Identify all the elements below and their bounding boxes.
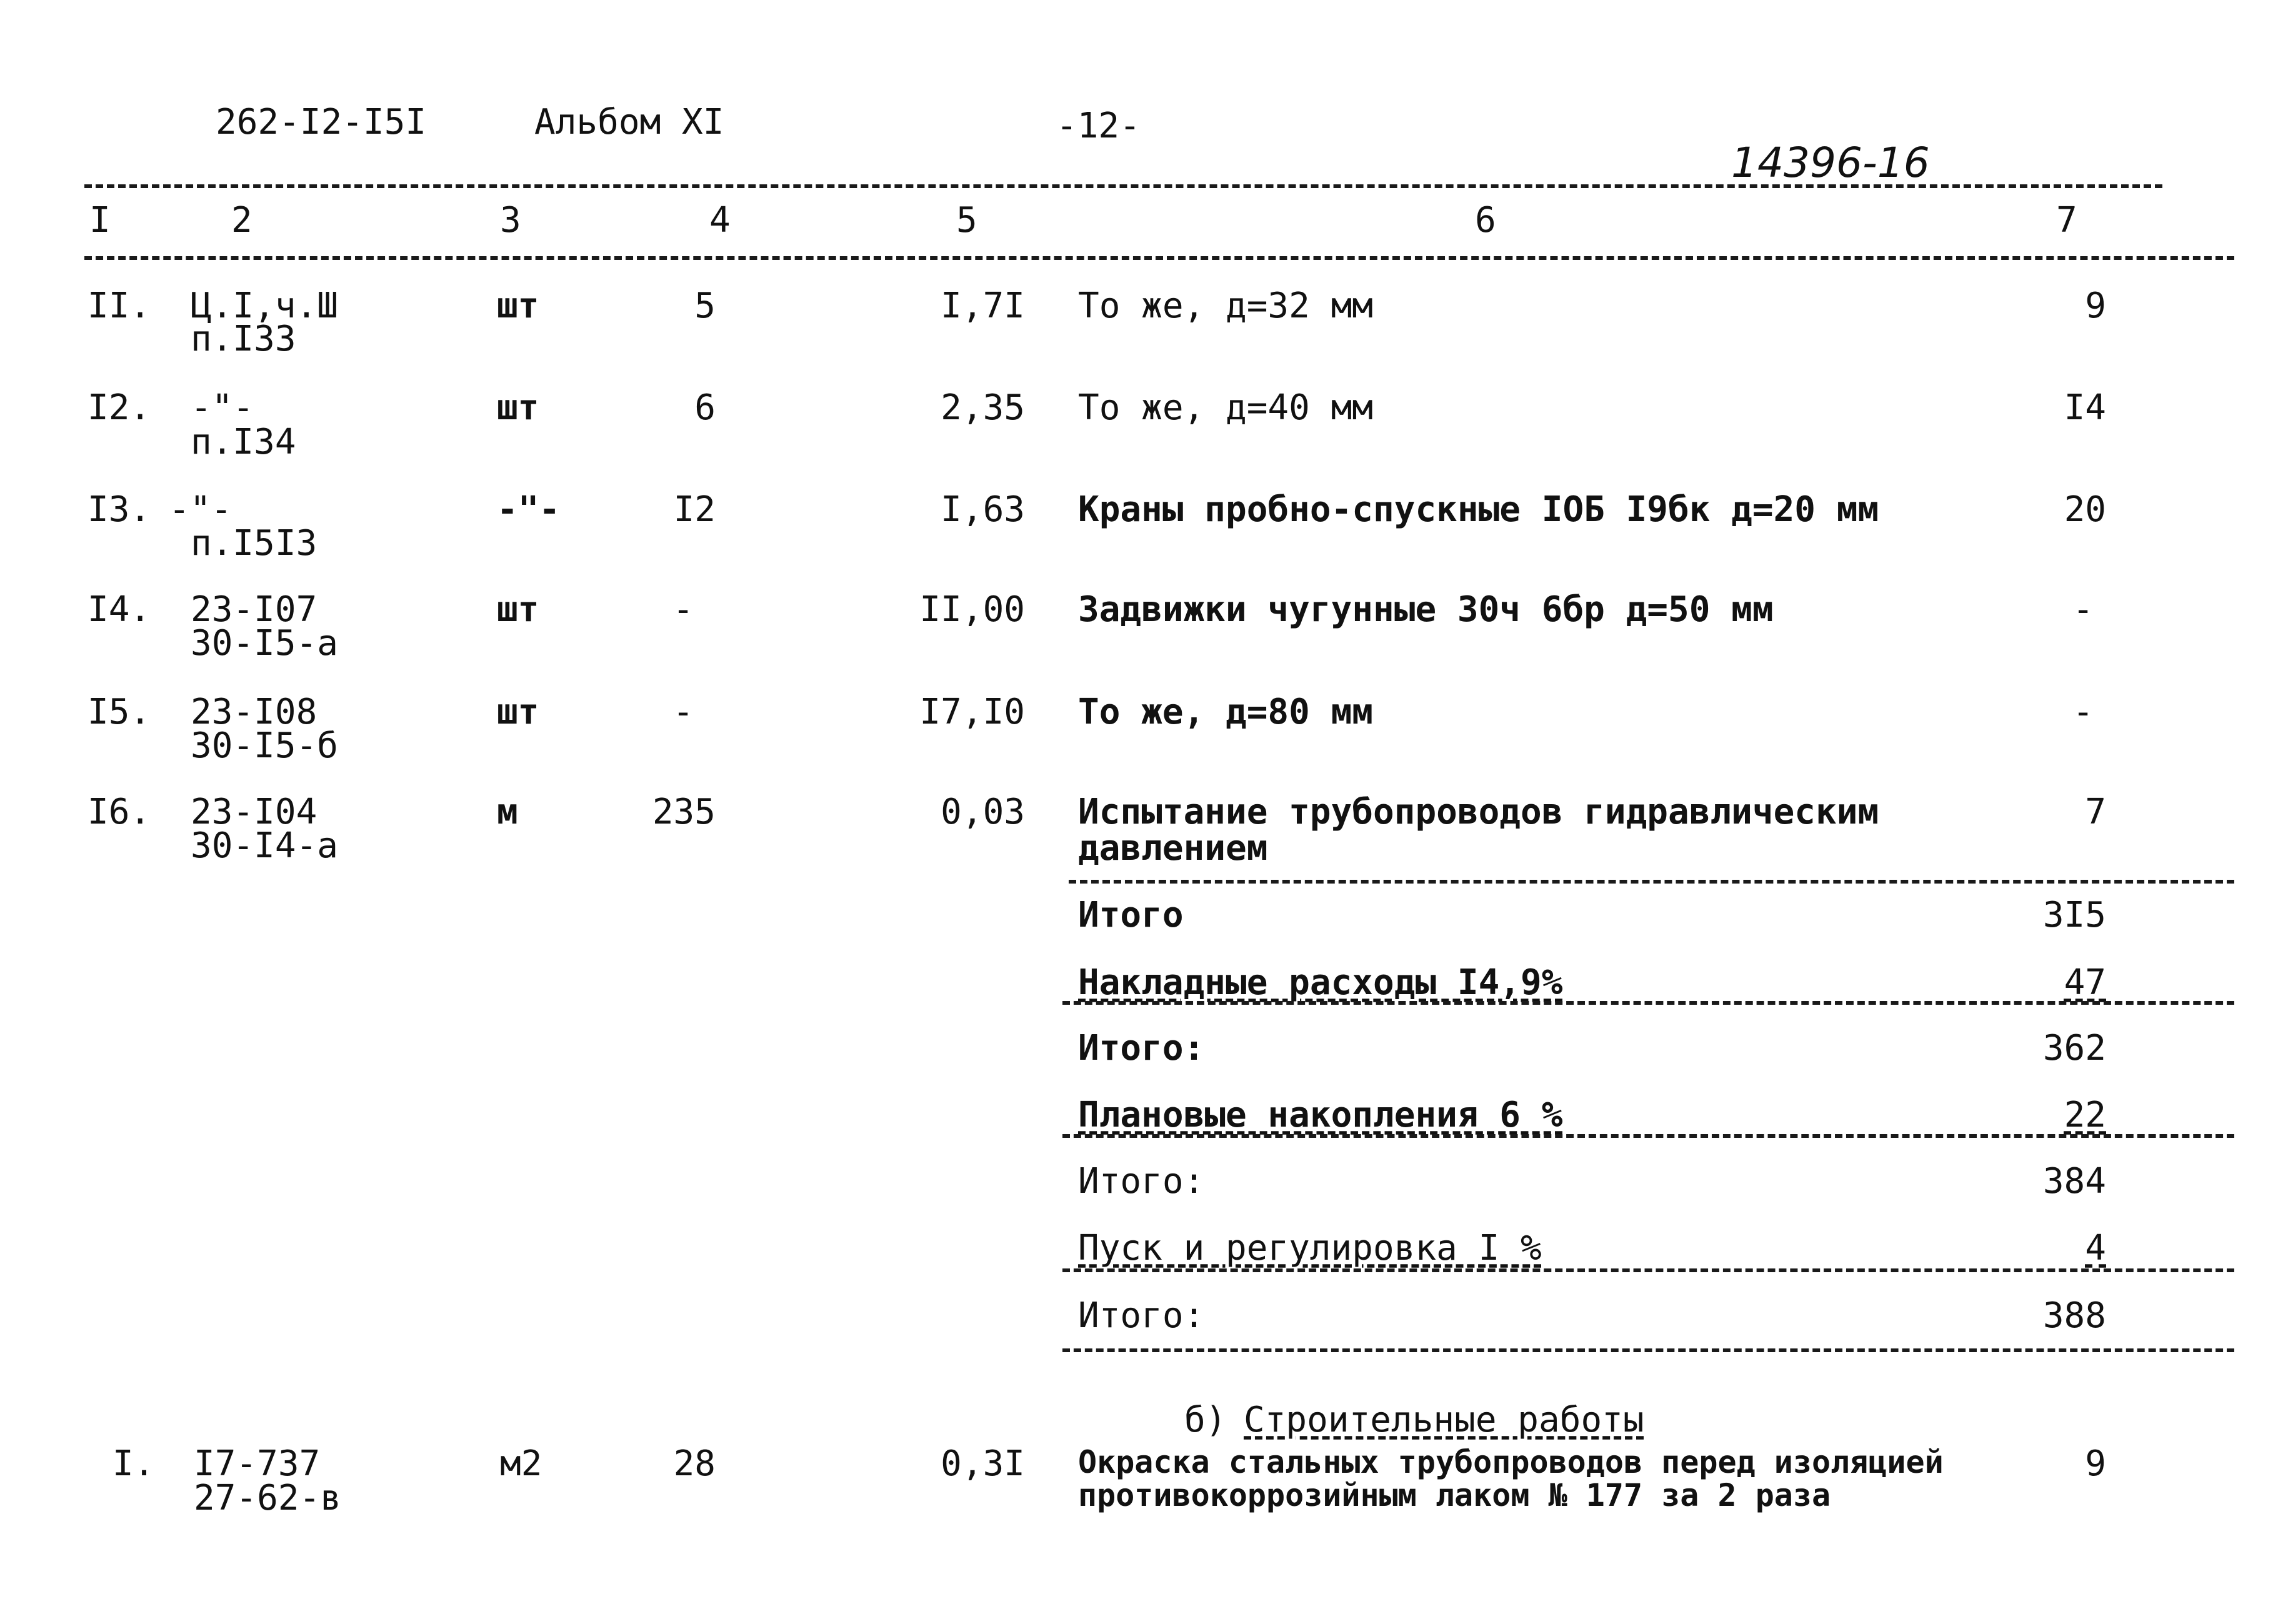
row-total: 9 [2085, 1443, 2106, 1484]
row-reference-item: п.I5I3 [191, 523, 317, 564]
summary-value: 22 [2064, 1095, 2106, 1135]
document-code: 262-I2-I5I [216, 102, 427, 142]
row-unit: шт [497, 692, 539, 732]
row-reference: 23-I04 [191, 792, 317, 832]
row-number: I3. [87, 489, 151, 530]
section-prefix: б) [1184, 1400, 1227, 1440]
row-quantity: I2 [673, 489, 716, 530]
row-description: Краны пробно-спускные IOБ I9бк д=20 мм [1078, 489, 1879, 530]
row-quantity: - [672, 692, 694, 732]
row-reference: Ц.I,ч.Ш [191, 286, 339, 326]
row-reference: 23-I07 [191, 589, 317, 630]
row-unit: м [497, 792, 518, 832]
row-description: То же, д=40 мм [1078, 387, 1374, 428]
row-number: II. [87, 286, 151, 326]
summary-value: 384 [2042, 1161, 2106, 1202]
section-title: Строительные работы [1244, 1400, 1644, 1440]
page-number: -12- [1056, 106, 1141, 146]
summary-label: Итого: [1078, 1028, 1205, 1069]
row-description: Испытание трубопроводов гидравлическим [1078, 792, 1879, 832]
column-header-rule [84, 256, 2234, 260]
row-quantity: 235 [652, 792, 716, 832]
row-unit-price: I,63 [941, 489, 1025, 530]
row-reference: -"- [191, 387, 254, 428]
row-unit-price: I,7I [941, 286, 1025, 326]
row-total: I4 [2064, 387, 2106, 428]
column-header-6: 6 [1475, 200, 1496, 241]
summary-label: Пуск и регулировка I % [1078, 1228, 1542, 1268]
row-unit-price: 0,3I [941, 1443, 1025, 1484]
row-description: Задвижки чугунные 30ч 6бр д=50 мм [1078, 589, 1774, 630]
row-total: - [2072, 692, 2094, 732]
summary-top-rule [1069, 880, 2234, 884]
row-unit-price: I7,I0 [919, 692, 1025, 732]
summary-label: Итого [1078, 895, 1184, 935]
summary-label: Накладные расходы I4,9% [1078, 962, 1563, 1003]
row-unit-price: 2,35 [941, 387, 1025, 428]
summary-label: Итого: [1078, 1295, 1205, 1336]
handwritten-number: 14396-16 [1731, 139, 1930, 187]
row-reference-item: 30-I5-б [191, 725, 339, 766]
row-reference-item: п.I34 [191, 422, 296, 462]
row-quantity: 6 [694, 387, 716, 428]
table-top-rule [84, 184, 2162, 188]
row-total: - [2072, 589, 2094, 630]
row-number: I4. [87, 589, 151, 630]
summary-value: 388 [2042, 1295, 2106, 1336]
summary-rule [1062, 1134, 2234, 1138]
summary-value: 4 [2085, 1228, 2106, 1268]
row-number: I2. [87, 387, 151, 428]
row-reference: 23-I08 [191, 692, 317, 732]
row-reference: -"- [169, 489, 232, 530]
row-number: I. [112, 1443, 155, 1484]
column-header-3: 3 [500, 200, 521, 241]
summary-value: 362 [2042, 1028, 2106, 1069]
row-number: I5. [87, 692, 151, 732]
row-description: То же, д=80 мм [1078, 692, 1374, 732]
row-reference-item: п.I33 [191, 319, 296, 359]
summary-rule [1062, 1001, 2234, 1005]
row-unit-price: II,00 [919, 589, 1025, 630]
row-reference-item: 30-I5-а [191, 623, 339, 664]
summary-bottom-rule [1062, 1348, 2234, 1352]
row-total: 20 [2064, 489, 2106, 530]
row-unit-price: 0,03 [941, 792, 1025, 832]
row-number: I6. [87, 792, 151, 832]
row-unit: шт [497, 589, 539, 630]
row-reference-item: 30-I4-а [191, 825, 339, 866]
column-header-1: I [89, 200, 111, 241]
column-header-7: 7 [2056, 200, 2077, 241]
column-header-4: 4 [709, 200, 731, 241]
row-unit: шт [497, 387, 539, 428]
row-total: 7 [2085, 792, 2106, 832]
row-unit: м2 [500, 1443, 542, 1484]
row-reference-item: 27-62-в [194, 1478, 342, 1518]
summary-label: Плановые накопления 6 % [1078, 1095, 1563, 1135]
row-description: Окраска стальных трубопроводов перед изоляцией [1078, 1444, 1944, 1480]
summary-label: Итого: [1078, 1161, 1205, 1202]
column-header-5: 5 [956, 200, 977, 241]
row-reference: I7-737 [194, 1443, 321, 1484]
row-description-continuation: давлением [1078, 828, 1268, 869]
column-header-2: 2 [231, 200, 252, 241]
album-label: Альбом XI [534, 102, 724, 142]
summary-value: 3I5 [2042, 895, 2106, 935]
row-description-continuation: противокоррозийным лаком № 177 за 2 раза [1078, 1477, 1831, 1513]
row-description: То же, д=32 мм [1078, 286, 1374, 326]
row-quantity: 5 [694, 286, 716, 326]
summary-value: 47 [2064, 962, 2106, 1003]
row-total: 9 [2085, 286, 2106, 326]
summary-rule [1062, 1268, 2234, 1272]
row-unit: -"- [497, 489, 561, 530]
row-quantity: - [672, 589, 694, 630]
row-unit: шт [497, 286, 539, 326]
row-quantity: 28 [673, 1443, 716, 1484]
